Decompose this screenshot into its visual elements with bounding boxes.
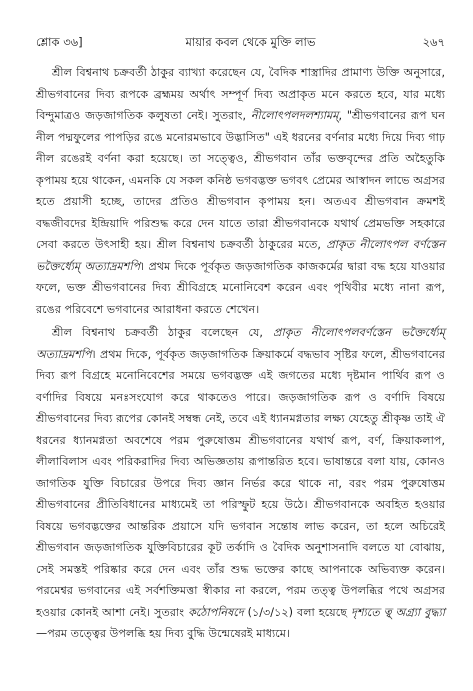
- text-run: । প্রথম দিকে, পূর্বকৃত জড়জাগতিক ক্রিয়াকর্মে বদ্ধভাব সৃষ্টির ফলে, শ্রীভগবানের দিব্য রূপ বিগ্রহে মনোনিবেশের সময়ে ভগবদ্ভক্ত এই জগতের মধ্যে দৃষ্টমান পার্থিব রূপ ও বর্ণাদির বিষয়ে মনঃসংযোগ করে থাকতেও পারে। জড়জাগতিক রূপ ও বর্ণাদি বিষয়ে শ্রীভগবানের দিব্য রূপের কোনই সম্বন্ধ নেই, তবে এই ধ্যানমগ্নতার লক্ষ্য যেহেতু শ্রীকৃষ্ণ তাই ঐ ধরনের ধ্যানমগ্নতা অবশেষে পরম পুরুষোত্তম শ্রীভগবানের যথার্থ রূপ, বর্ণ, ক্রিয়াকলাপ, লীলাবিলাস এবং পরিকরাদির দিব্য অভিজ্ঞতায় রূপান্তরিত হবে। ভাষান্তরে বলা যায়, কোনও জাগতিক যুক্তি বিচারের উপরে দিব্য জ্ঞান নির্ভর করে থাকে না, বরং পরম পুরুষোত্তম শ্রীভগবানের প্রীতিবিধানের মাধ্যমেই তা পরিস্ফুট হয়ে উঠে। শ্রীভগবানকে অবহিত হওয়ার বিষয়ে ভগবদ্ভক্তের আন্তরিক প্রয়াসে যদি ভগবান সন্তোষ লাভ করেন, তা হলে অচিরেই শ্রীভগবান জড়জাগতিক যুক্তিবিচারের কূট তর্কাদি ও বৈদিক অনুশাসনাদি বলতে যা বোঝায়, সেই সমস্তই পরিষ্কার করে দেন এবং তাঁর শুদ্ধ ভক্তের কাছে আপনাকে অভিব্যক্ত করেন। পরমেশ্বর ভগবানের এই সর্বশক্তিমত্তা স্বীকার না করলে, পরম তত্ত্ব উপলব্ধির পথে অগ্রসর হওয়ার কোনই আশা নেই। সুতরাং: [36, 347, 445, 619]
- text-run: (১/৩/১২) বলা হয়েছে: [243, 605, 351, 619]
- text-run: শ্রীল বিশ্বনাথ চক্রবর্তী ঠাকুর বলেছেন যে,: [52, 326, 273, 339]
- sanskrit-quote: প্রাকৃত নীলোৎপল বর্ণস্তেন ভক্তৈর্ধ্যেম্ অত্যাদ্রমশপি: [36, 238, 445, 273]
- purport-paragraph-1: [36, 62, 445, 320]
- chapter-title: মায়ার কবল থেকে মুক্তি লাভ: [185, 35, 316, 49]
- verse-reference: শ্লোক ৩৬]: [36, 35, 83, 49]
- sanskrit-quote: নীলোৎপলদলশ্যামম্: [250, 109, 339, 122]
- text-run: —পরম তত্ত্বের উপলব্ধি হয় দিব্য বুদ্ধি উন্মেষেরই মাধ্যমে।: [36, 627, 290, 640]
- page-number: ২৬৭: [422, 35, 445, 49]
- text-run: , "শ্রীভগবানের রূপ ঘন নীল পদ্মফুলের পাপড়ির রঙে মনোরমভাবে উদ্ভাসিত" এই ধরনের বর্ণনার মধ্যে দিয়ে দিব্য গাঢ় নীল রঙেরই বর্ণনা করা হয়েছে। তা সত্ত্বেও, শ্রীভগবান তাঁর ভক্তবৃন্দের প্রতি অহৈতুকি কৃপাময় হয়ে থাকেন, এমনকি যে সকল কনিষ্ঠ ভগবদ্ভক্ত ভগবৎ প্রেমের আস্বাদন লাভে অগ্রসর হতে প্রয়াসী হচ্ছে, তাদের প্রতিও শ্রীভগবান কৃপাময় হন। অতএব শ্রীভগবান ক্রমশই বদ্ধজীবদের ইন্দ্রিয়াদি পরিশুদ্ধ করে দেন যাতে তারা শ্রীভগবানকে যথার্থ প্রেমভক্তি সহকারে সেবা করতে উৎসাহী হয়। শ্রীল বিশ্বনাথ চক্রবর্তী ঠাকুরের মতে,: [36, 109, 445, 251]
- text-run: শ্রীল বিশ্বনাথ চক্রবর্তী ঠাকুর ব্যাখ্যা করেছেন যে, বৈদিক শাস্ত্রাদির প্রামাণ্য উক্তি অনুসারে, শ্রীভগবানের দিব্য রূপকে ব্রহ্মময় অর্থাৎ সম্পূর্ণ দিব্য অপ্রাকৃত মনে করতে হবে, যার মধ্যে বিন্দুমাত্রও জড়জাগতিক কলুষতা নেই। সুতরাং,: [36, 66, 445, 122]
- text-run: । প্রথম দিকে পূর্বকৃত জড়জাগতিক কাজকর্মের দ্বারা বদ্ধ হয়ে যাওয়ার ফলে, ভক্ত শ্রীভগবানের দিব্য শ্রীবিগ্রহে মনোনিবেশ করেন এবং পৃথিবীর মধ্যে নানা রূপ, রঙের পরিবেশে ভগবানের আরাধনা করতে শেখেন।: [36, 259, 446, 316]
- running-head: [36, 34, 445, 50]
- sanskrit-quote: প্রাকৃত নীলোৎপলবর্ণস্তেন ভক্তৈর্ধ্যেম্ অত্যাদ্রমশপি: [36, 326, 445, 361]
- sanskrit-quote: দৃশ্যতে ত্ব্ অগ্র্যা বুদ্ধ্যা: [350, 605, 446, 619]
- scripture-name: কঠোপনিষদে: [188, 605, 244, 619]
- purport-paragraph-2: [36, 322, 445, 645]
